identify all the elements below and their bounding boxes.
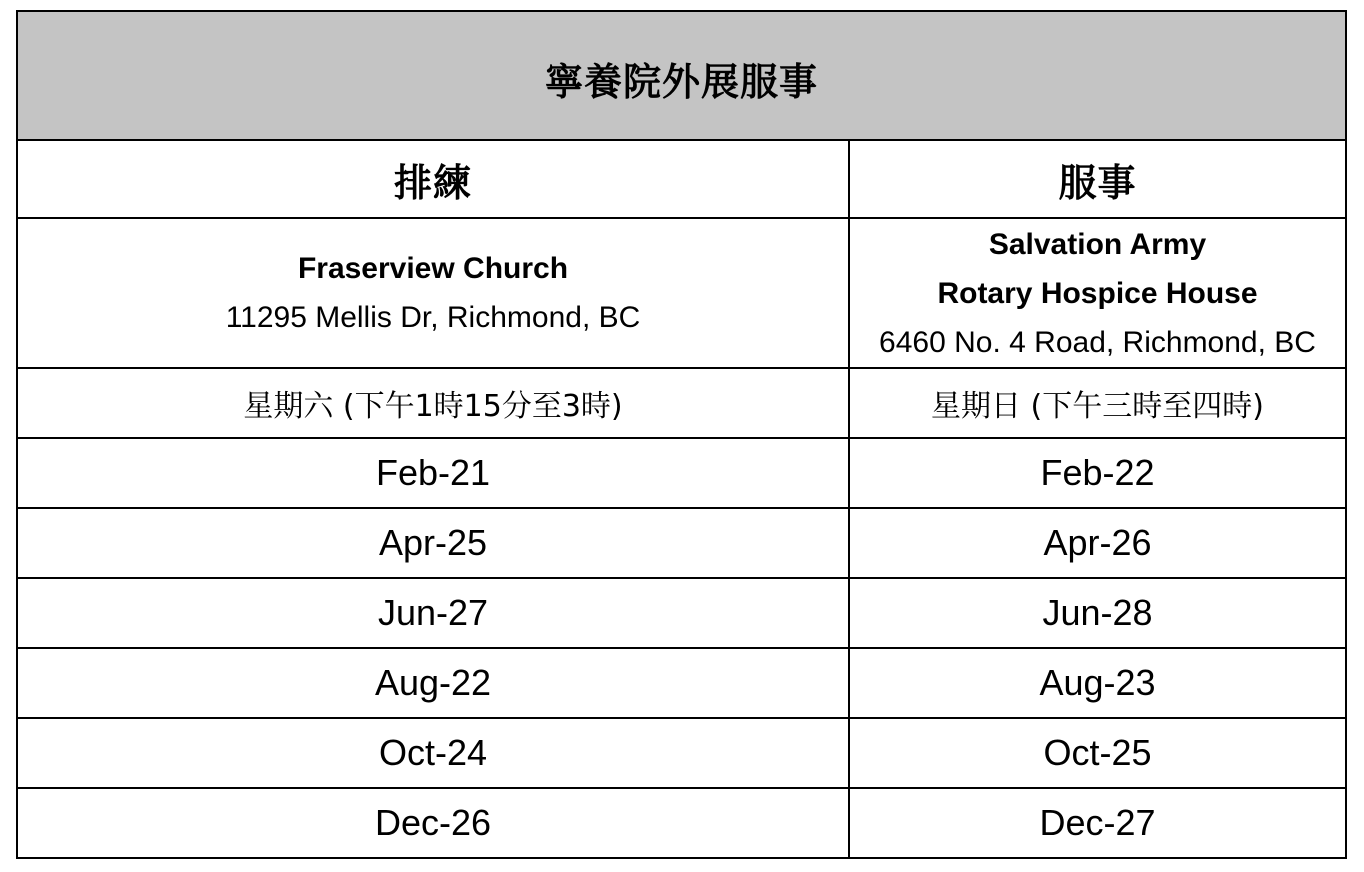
service-date-cell [850,789,1345,857]
rehearsal-venue-address: 11295 Mellis Dr, Richmond, BC [225,301,641,334]
rehearsal-date-cell [18,649,850,717]
rehearsal-time-cell [18,369,850,437]
schedule-table [16,10,1347,859]
rehearsal-date: Oct-24 [378,732,488,773]
service-date: Apr-26 [1043,522,1152,563]
service-venue-name-line1: Salvation Army [988,227,1207,261]
rehearsal-date: Aug-22 [374,662,492,703]
rehearsal-date-cell [18,719,850,787]
service-date-cell [850,509,1345,577]
service-time-cell [850,369,1345,437]
service-time: 星期日 (下午三時至四時) [931,389,1264,424]
rehearsal-date-cell [18,789,850,857]
rehearsal-time: 星期六 (下午1時15分至3時) [243,389,623,424]
rehearsal-header-cell [18,141,850,217]
rehearsal-venue-name: Fraserview Church [297,252,569,285]
service-date-cell [850,439,1345,507]
service-header-cell [850,141,1345,217]
rehearsal-date-cell [18,579,850,647]
rehearsal-venue-cell [18,219,850,367]
service-venue-name-line2: Rotary Hospice House [937,276,1258,310]
service-date: Oct-25 [1043,732,1152,773]
table-row [18,579,1345,649]
title-row [18,12,1345,141]
table-row [18,509,1345,579]
service-venue-cell [850,219,1345,367]
venue-row [18,219,1345,369]
service-date: Dec-27 [1039,802,1156,843]
rehearsal-date-cell [18,509,850,577]
service-date-cell [850,719,1345,787]
rehearsal-date-cell [18,439,850,507]
service-date-cell [850,579,1345,647]
service-date: Aug-23 [1039,662,1156,703]
rehearsal-date: Jun-27 [377,592,489,633]
rehearsal-date: Apr-25 [378,522,488,563]
rehearsal-date: Dec-26 [374,802,492,843]
rehearsal-header: 排練 [393,160,472,205]
time-row [18,369,1345,439]
service-venue-address: 6460 No. 4 Road, Richmond, BC [879,325,1316,359]
column-header-row [18,141,1345,219]
service-date-cell [850,649,1345,717]
table-row [18,439,1345,509]
table-title: 寧養院外展服事 [544,60,818,104]
table-row [18,649,1345,719]
service-date: Jun-28 [1042,592,1153,633]
table-row [18,789,1345,857]
rehearsal-date: Feb-21 [375,452,491,493]
service-date: Feb-22 [1040,452,1155,493]
service-header: 服事 [1058,160,1137,205]
table-row [18,719,1345,789]
